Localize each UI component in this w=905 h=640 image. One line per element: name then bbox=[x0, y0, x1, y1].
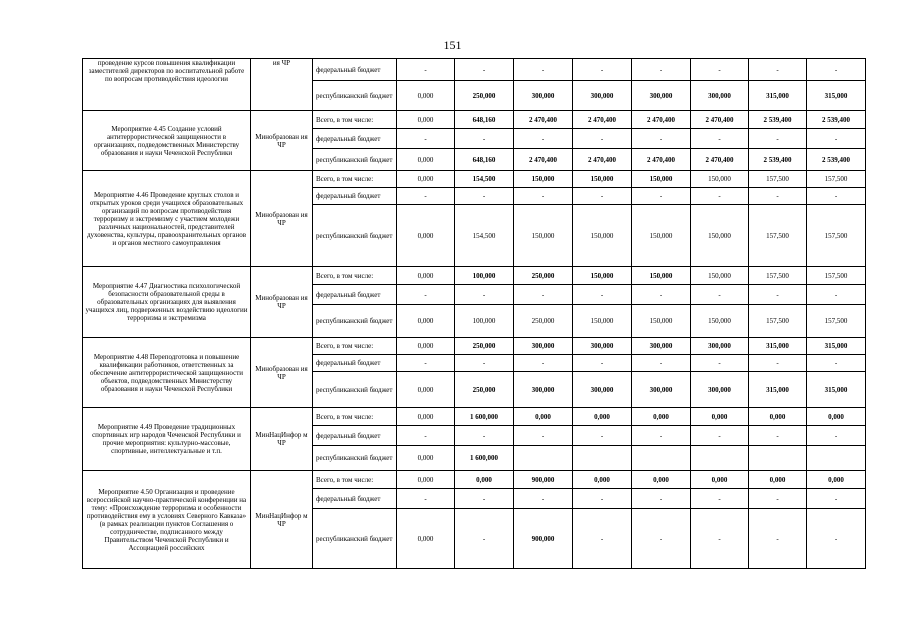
value-cell: - bbox=[514, 426, 573, 446]
value-cell bbox=[514, 446, 573, 471]
value-cell: 0,000 bbox=[691, 471, 749, 489]
value-cell: - bbox=[691, 188, 749, 205]
value-cell: - bbox=[573, 59, 632, 81]
value-cell: - bbox=[749, 426, 807, 446]
activity-name: Мероприятие 4.49 Проведение традиционных спортивных игр народов Чеченской Республики и прочие мероприятия: культурно-массовые, спортивные, интеллектуальные и т.п. bbox=[83, 408, 251, 471]
value-cell: - bbox=[749, 489, 807, 509]
value-cell: 157,500 bbox=[749, 305, 807, 338]
value-cell: 300,000 bbox=[691, 372, 749, 408]
table-row bbox=[83, 338, 866, 355]
value-cell: 157,500 bbox=[807, 205, 866, 267]
value-cell: 150,000 bbox=[514, 171, 573, 188]
activity-name: проведение курсов повышения квалификации заместителей директоров по воспитательной работе по вопросам противодействия идеологии bbox=[83, 59, 251, 111]
table-row bbox=[83, 111, 866, 129]
value-cell: - bbox=[807, 489, 866, 509]
value-cell: 0,000 bbox=[397, 149, 455, 171]
value-cell: 157,500 bbox=[807, 267, 866, 285]
value-cell: - bbox=[807, 355, 866, 372]
value-cell: 0,000 bbox=[749, 408, 807, 426]
value-cell: - bbox=[514, 188, 573, 205]
value-cell: 300,000 bbox=[573, 81, 632, 111]
value-cell: - bbox=[691, 355, 749, 372]
value-cell: 315,000 bbox=[749, 372, 807, 408]
value-cell: 150,000 bbox=[573, 267, 632, 285]
value-cell: - bbox=[749, 285, 807, 305]
value-cell: 300,000 bbox=[632, 338, 691, 355]
value-cell: 0,000 bbox=[397, 471, 455, 489]
page-number: 151 bbox=[443, 38, 462, 52]
value-cell: 300,000 bbox=[573, 338, 632, 355]
value-cell bbox=[632, 446, 691, 471]
value-cell: 157,500 bbox=[749, 171, 807, 188]
funding-source: федеральный бюджет bbox=[313, 285, 397, 305]
value-cell: - bbox=[749, 59, 807, 81]
value-cell: 100,000 bbox=[455, 305, 514, 338]
value-cell: 2 470,400 bbox=[514, 149, 573, 171]
value-cell: 0,000 bbox=[397, 446, 455, 471]
budget-table bbox=[82, 58, 866, 569]
value-cell: 0,000 bbox=[397, 81, 455, 111]
funding-source: федеральный бюджет bbox=[313, 426, 397, 446]
value-cell: 300,000 bbox=[632, 372, 691, 408]
value-cell: - bbox=[691, 426, 749, 446]
value-cell: 2 539,400 bbox=[807, 149, 866, 171]
table-row bbox=[83, 171, 866, 188]
value-cell: - bbox=[691, 285, 749, 305]
table-row bbox=[83, 408, 866, 426]
value-cell: - bbox=[807, 188, 866, 205]
value-cell: 0,000 bbox=[632, 471, 691, 489]
funding-source: республиканский бюджет bbox=[313, 509, 397, 569]
executor: МинНацИнфор м ЧР bbox=[251, 471, 313, 569]
value-cell: 300,000 bbox=[514, 81, 573, 111]
funding-source: республиканский бюджет bbox=[313, 372, 397, 408]
value-cell: - bbox=[397, 355, 455, 372]
funding-source: Всего, в том числе: bbox=[313, 111, 397, 129]
value-cell: 154,500 bbox=[455, 205, 514, 267]
executor: ия ЧР bbox=[251, 59, 313, 111]
value-cell: 150,000 bbox=[632, 305, 691, 338]
value-cell: - bbox=[397, 426, 455, 446]
value-cell: 157,500 bbox=[807, 305, 866, 338]
value-cell: 0,000 bbox=[573, 408, 632, 426]
value-cell: 0,000 bbox=[397, 372, 455, 408]
value-cell: - bbox=[514, 355, 573, 372]
value-cell: 150,000 bbox=[514, 205, 573, 267]
value-cell: - bbox=[632, 355, 691, 372]
value-cell: 0,000 bbox=[397, 111, 455, 129]
value-cell: - bbox=[632, 489, 691, 509]
activity-name: Мероприятие 4.45 Создание условий антитеррористической защищенности в организациях, подведомственных Министерству образования и науки Чеченской Республики bbox=[83, 111, 251, 171]
executor: Минобразован ия ЧР bbox=[251, 338, 313, 408]
value-cell: - bbox=[691, 59, 749, 81]
value-cell: 648,160 bbox=[455, 149, 514, 171]
funding-source: федеральный бюджет bbox=[313, 355, 397, 372]
value-cell: 0,000 bbox=[397, 267, 455, 285]
value-cell bbox=[807, 446, 866, 471]
value-cell: - bbox=[455, 509, 514, 569]
funding-source: федеральный бюджет bbox=[313, 489, 397, 509]
funding-source: федеральный бюджет bbox=[313, 59, 397, 81]
value-cell: 0,000 bbox=[691, 408, 749, 426]
value-cell: 1 600,000 bbox=[455, 446, 514, 471]
value-cell: 0,000 bbox=[397, 509, 455, 569]
value-cell: 1 600,000 bbox=[455, 408, 514, 426]
value-cell: 157,500 bbox=[807, 171, 866, 188]
value-cell: 315,000 bbox=[807, 372, 866, 408]
value-cell: 150,000 bbox=[573, 305, 632, 338]
value-cell: 150,000 bbox=[691, 305, 749, 338]
value-cell: 315,000 bbox=[807, 338, 866, 355]
funding-source: республиканский бюджет bbox=[313, 446, 397, 471]
value-cell: 0,000 bbox=[807, 408, 866, 426]
value-cell: - bbox=[397, 285, 455, 305]
value-cell: 0,000 bbox=[397, 205, 455, 267]
value-cell: 150,000 bbox=[691, 205, 749, 267]
value-cell: 0,000 bbox=[397, 305, 455, 338]
executor: Минобразован ия ЧР bbox=[251, 111, 313, 171]
value-cell: 900,000 bbox=[514, 471, 573, 489]
value-cell: 900,000 bbox=[514, 509, 573, 569]
value-cell: - bbox=[455, 59, 514, 81]
value-cell: 315,000 bbox=[807, 81, 866, 111]
value-cell: 0,000 bbox=[573, 471, 632, 489]
value-cell: 2 470,400 bbox=[632, 149, 691, 171]
value-cell: - bbox=[749, 355, 807, 372]
value-cell: 300,000 bbox=[573, 372, 632, 408]
value-cell: - bbox=[573, 426, 632, 446]
value-cell: - bbox=[573, 129, 632, 149]
value-cell: 300,000 bbox=[514, 372, 573, 408]
value-cell: 2 470,400 bbox=[691, 149, 749, 171]
value-cell: - bbox=[573, 489, 632, 509]
value-cell: 150,000 bbox=[691, 171, 749, 188]
funding-source: республиканский бюджет bbox=[313, 149, 397, 171]
value-cell: 315,000 bbox=[749, 338, 807, 355]
value-cell: - bbox=[632, 426, 691, 446]
value-cell bbox=[749, 446, 807, 471]
value-cell: - bbox=[632, 285, 691, 305]
value-cell: - bbox=[632, 509, 691, 569]
value-cell: 154,500 bbox=[455, 171, 514, 188]
value-cell: - bbox=[573, 355, 632, 372]
funding-source: Всего, в том числе: bbox=[313, 471, 397, 489]
value-cell: - bbox=[807, 285, 866, 305]
funding-source: республиканский бюджет bbox=[313, 81, 397, 111]
value-cell: - bbox=[632, 188, 691, 205]
value-cell: 150,000 bbox=[632, 205, 691, 267]
value-cell: 2 539,400 bbox=[749, 149, 807, 171]
value-cell: 250,000 bbox=[514, 305, 573, 338]
value-cell: - bbox=[455, 489, 514, 509]
executor: Минобразован ия ЧР bbox=[251, 267, 313, 338]
funding-source: Всего, в том числе: bbox=[313, 171, 397, 188]
value-cell: 150,000 bbox=[573, 171, 632, 188]
value-cell: 250,000 bbox=[455, 372, 514, 408]
value-cell: 315,000 bbox=[749, 81, 807, 111]
value-cell: 0,000 bbox=[397, 408, 455, 426]
value-cell: - bbox=[514, 285, 573, 305]
value-cell: 150,000 bbox=[632, 267, 691, 285]
table-row bbox=[83, 59, 866, 81]
value-cell: 2 539,400 bbox=[807, 111, 866, 129]
value-cell bbox=[573, 446, 632, 471]
value-cell: 100,000 bbox=[455, 267, 514, 285]
value-cell: 0,000 bbox=[749, 471, 807, 489]
activity-name: Мероприятие 4.46 Проведение круглых столов и открытых уроков среди учащихся образовательных организаций по вопросам противодействия терроризму и экстремизму с участием молодежи различных национальностей, представителей духовенства, культуры, правоохранительных органов и органов местного самоуправления bbox=[83, 171, 251, 267]
value-cell: 2 470,400 bbox=[691, 111, 749, 129]
value-cell: 0,000 bbox=[807, 471, 866, 489]
value-cell: 250,000 bbox=[455, 338, 514, 355]
value-cell: - bbox=[749, 129, 807, 149]
value-cell: 2 470,400 bbox=[573, 111, 632, 129]
value-cell: 157,500 bbox=[749, 267, 807, 285]
value-cell: - bbox=[514, 59, 573, 81]
value-cell: - bbox=[807, 509, 866, 569]
value-cell: 300,000 bbox=[691, 81, 749, 111]
value-cell: 0,000 bbox=[397, 171, 455, 188]
value-cell: 2 539,400 bbox=[749, 111, 807, 129]
value-cell: - bbox=[749, 509, 807, 569]
funding-source: Всего, в том числе: bbox=[313, 408, 397, 426]
value-cell: 648,160 bbox=[455, 111, 514, 129]
funding-source: Всего, в том числе: bbox=[313, 338, 397, 355]
value-cell: 157,500 bbox=[749, 205, 807, 267]
value-cell: - bbox=[455, 426, 514, 446]
value-cell: - bbox=[749, 188, 807, 205]
funding-source: федеральный бюджет bbox=[313, 188, 397, 205]
value-cell: 300,000 bbox=[514, 338, 573, 355]
value-cell: 2 470,400 bbox=[632, 111, 691, 129]
value-cell: 150,000 bbox=[691, 267, 749, 285]
value-cell bbox=[691, 446, 749, 471]
value-cell: 0,000 bbox=[514, 408, 573, 426]
activity-name: Мероприятие 4.50 Организация и проведение всероссийской научно-практической конференции на тему: «Происхождение терроризма и особенности противодействия ему в условиях Северного Кавказа» (в рамках реализации пунктов Соглашения о сотрудничестве, подписанного между Правительством Чеченской Республики и Ассоциацией российских bbox=[83, 471, 251, 569]
value-cell: - bbox=[573, 188, 632, 205]
value-cell: 150,000 bbox=[632, 171, 691, 188]
budget-table-body bbox=[83, 59, 866, 569]
funding-source: федеральный бюджет bbox=[313, 129, 397, 149]
value-cell: - bbox=[397, 188, 455, 205]
executor: МинНацИнфор м ЧР bbox=[251, 408, 313, 471]
funding-source: Всего, в том числе: bbox=[313, 267, 397, 285]
value-cell: - bbox=[573, 285, 632, 305]
value-cell: - bbox=[691, 489, 749, 509]
value-cell: - bbox=[514, 489, 573, 509]
value-cell: - bbox=[807, 129, 866, 149]
value-cell: - bbox=[455, 188, 514, 205]
executor: Минобразован ия ЧР bbox=[251, 171, 313, 267]
value-cell: 150,000 bbox=[573, 205, 632, 267]
value-cell: - bbox=[691, 509, 749, 569]
value-cell: 0,000 bbox=[397, 338, 455, 355]
activity-name: Мероприятие 4.47 Диагностика психологической безопасности образовательной среды в образовательных организациях для выявления учащихся лиц, подверженных воздействию идеологии терроризма и экстремизма bbox=[83, 267, 251, 338]
value-cell: - bbox=[807, 426, 866, 446]
value-cell: 250,000 bbox=[514, 267, 573, 285]
value-cell: - bbox=[514, 129, 573, 149]
value-cell: 300,000 bbox=[632, 81, 691, 111]
value-cell: 0,000 bbox=[455, 471, 514, 489]
value-cell: 0,000 bbox=[632, 408, 691, 426]
activity-name: Мероприятие 4.48 Переподготовка и повышение квалификации работников, ответственных за обеспечение антитеррористической защищенности объектов, подведомственных Министерству образования и науки Чеченской Республики bbox=[83, 338, 251, 408]
value-cell: - bbox=[455, 285, 514, 305]
value-cell: - bbox=[632, 129, 691, 149]
table-row bbox=[83, 267, 866, 285]
value-cell: 2 470,400 bbox=[573, 149, 632, 171]
value-cell: - bbox=[397, 59, 455, 81]
value-cell: - bbox=[455, 355, 514, 372]
value-cell: 2 470,400 bbox=[514, 111, 573, 129]
funding-source: республиканский бюджет bbox=[313, 305, 397, 338]
value-cell: - bbox=[807, 59, 866, 81]
value-cell: - bbox=[573, 509, 632, 569]
table-row bbox=[83, 471, 866, 489]
value-cell: - bbox=[455, 129, 514, 149]
value-cell: - bbox=[632, 59, 691, 81]
value-cell: - bbox=[691, 129, 749, 149]
value-cell: 250,000 bbox=[455, 81, 514, 111]
funding-source: республиканский бюджет bbox=[313, 205, 397, 267]
value-cell: - bbox=[397, 129, 455, 149]
value-cell: - bbox=[397, 489, 455, 509]
value-cell: 300,000 bbox=[691, 338, 749, 355]
